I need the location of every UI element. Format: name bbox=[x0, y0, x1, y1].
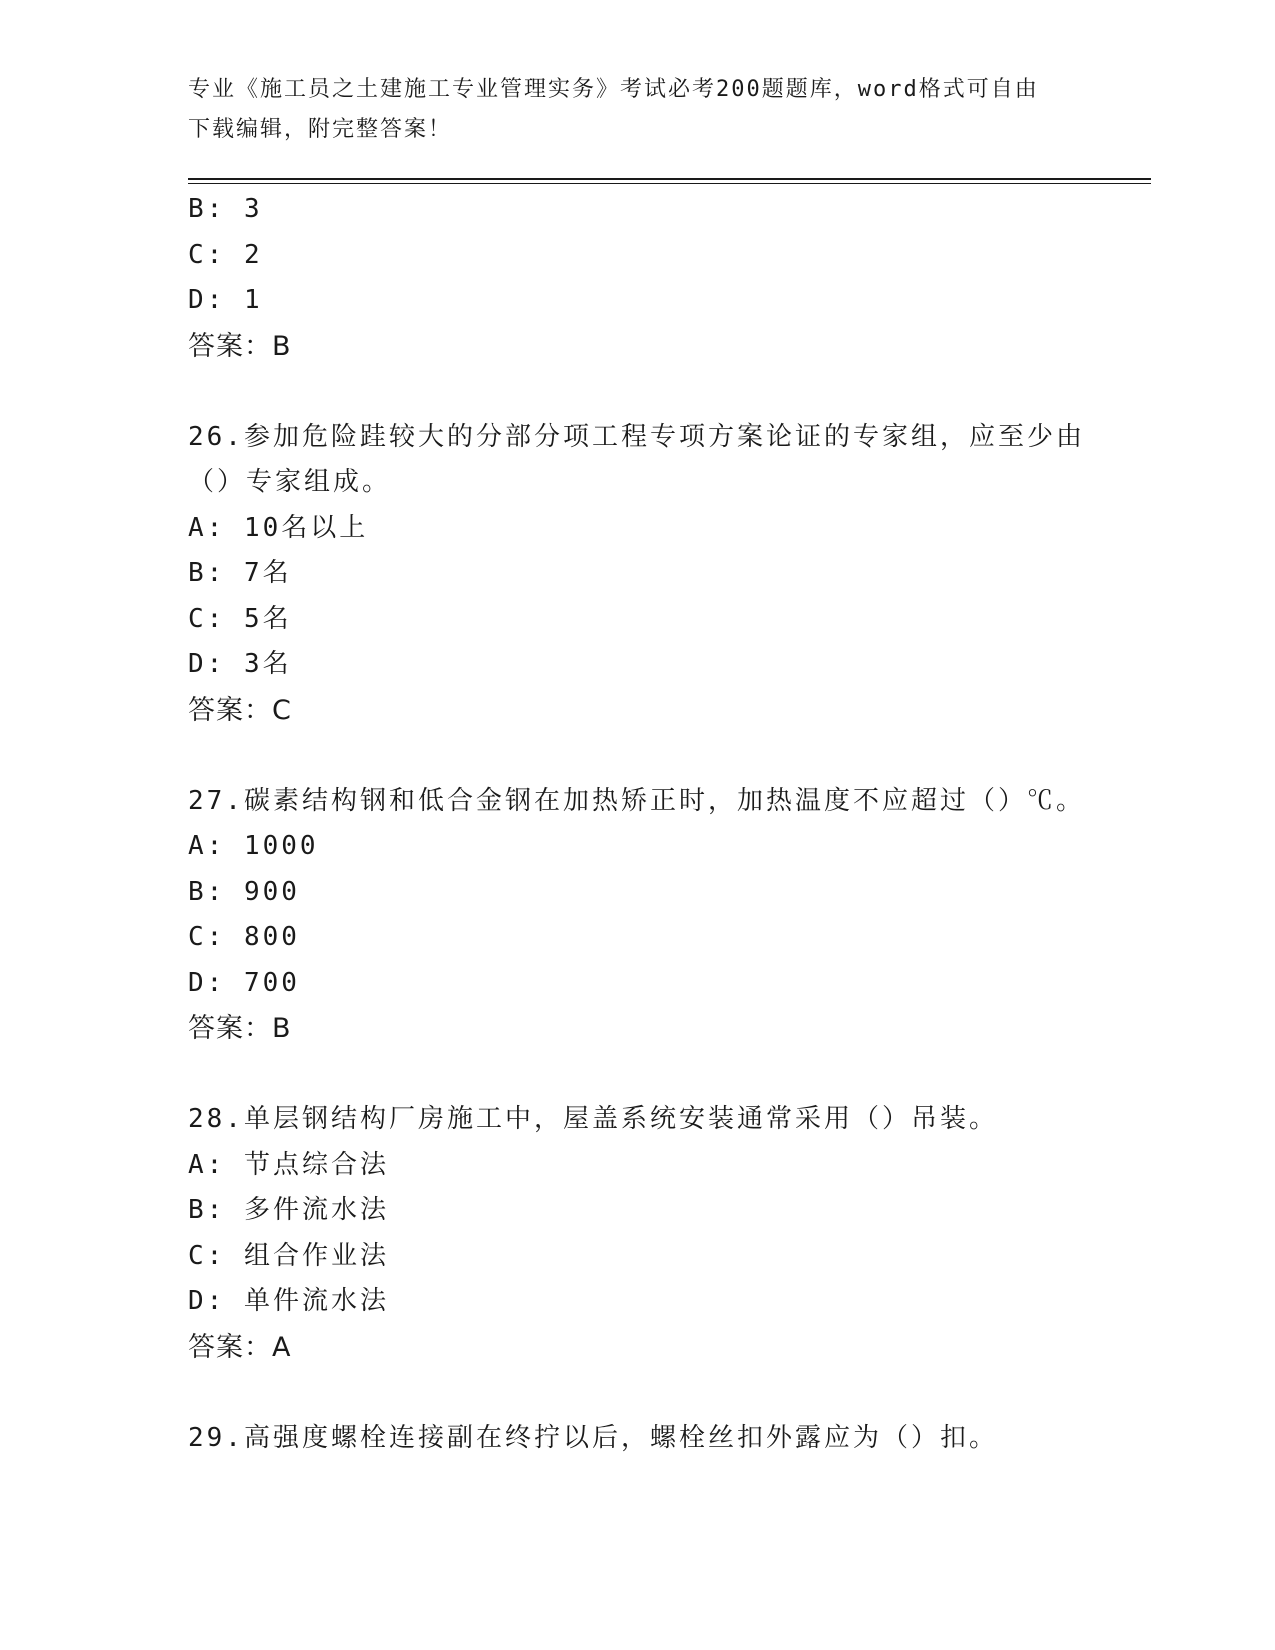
answer: 答案：B bbox=[188, 1013, 292, 1044]
header-divider-thin bbox=[188, 183, 1151, 184]
question-stem: 28.单层钢结构厂房施工中，屋盖系统安装通常采用（）吊装。 bbox=[188, 1104, 998, 1134]
option-d: D: 700 bbox=[188, 967, 300, 998]
question-26 bbox=[188, 415, 1148, 734]
document-header bbox=[188, 70, 1088, 150]
option-c: C: 组合作业法 bbox=[188, 1240, 389, 1271]
question-list bbox=[188, 187, 1148, 1461]
answer: 答案：A bbox=[188, 1331, 292, 1363]
option-b: B: 7名 bbox=[188, 558, 292, 588]
answer: 答案：B bbox=[188, 330, 292, 362]
question-stem: 29.高强度螺栓连接副在终拧以后，螺栓丝扣外露应为（）扣。 bbox=[188, 1422, 998, 1453]
question-stem-continued: （）专家组成。 bbox=[188, 467, 392, 497]
spacer bbox=[188, 369, 1148, 415]
option-d: D: 3名 bbox=[188, 649, 292, 679]
option-c: C: 2 bbox=[188, 239, 263, 270]
question-25-tail bbox=[188, 187, 1148, 369]
option-a: A: 1000 bbox=[188, 831, 319, 861]
option-b: B: 3 bbox=[188, 194, 263, 224]
spacer bbox=[188, 1370, 1148, 1416]
option-c: C: 5名 bbox=[188, 603, 292, 634]
header-line-2: 下载编辑，附完整答案！ bbox=[188, 117, 453, 142]
option-b: B: 多件流水法 bbox=[188, 1195, 389, 1225]
question-27 bbox=[188, 779, 1148, 1052]
header-line-1: 专业《施工员之土建施工专业管理实务》考试必考200题题库，word格式可自由 bbox=[188, 77, 1039, 102]
option-a: A: 10名以上 bbox=[188, 512, 369, 543]
question-28 bbox=[188, 1097, 1148, 1370]
header-divider-thick bbox=[188, 178, 1151, 180]
option-d: D: 1 bbox=[188, 285, 263, 315]
question-29 bbox=[188, 1416, 1148, 1462]
question-stem: 27.碳素结构钢和低合金钢在加热矫正时，加热温度不应超过（）℃。 bbox=[188, 785, 1085, 816]
answer: 答案：C bbox=[188, 694, 292, 726]
option-b: B: 900 bbox=[188, 876, 300, 907]
option-a: A: 节点综合法 bbox=[188, 1149, 389, 1180]
option-d: D: 单件流水法 bbox=[188, 1286, 389, 1316]
spacer bbox=[188, 1052, 1148, 1098]
spacer bbox=[188, 733, 1148, 779]
question-stem: 26.参加危险跬较大的分部分项工程专项方案论证的专家组，应至少由 bbox=[188, 421, 1085, 452]
option-c: C: 800 bbox=[188, 922, 300, 952]
